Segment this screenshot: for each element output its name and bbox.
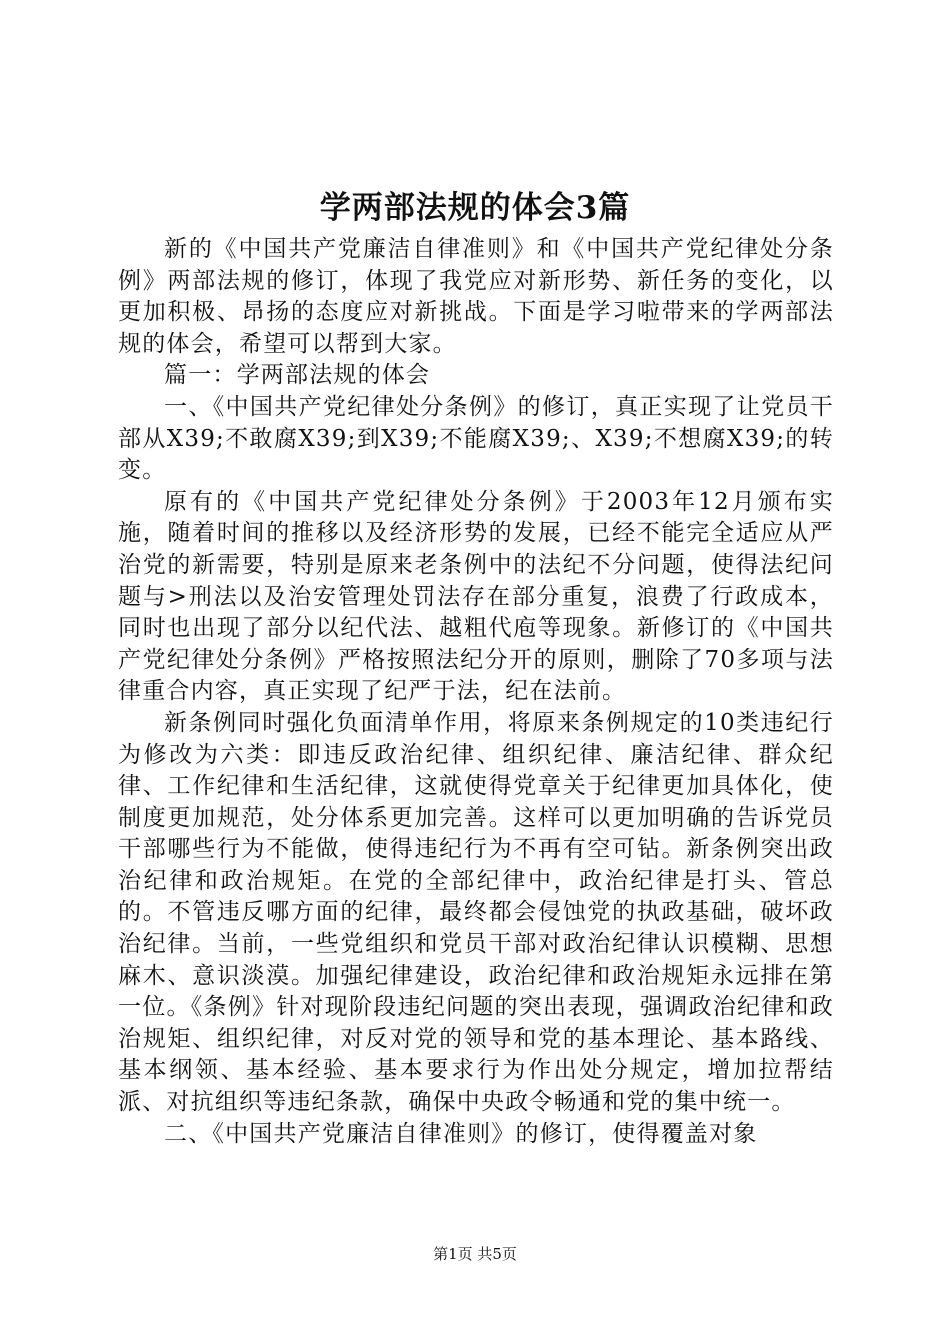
document-body (118, 234, 834, 1150)
paragraph-new-regulation: 新条例同时强化负面清单作用，将原来条例规定的10类违纪行为修改为六类：即违反政治纪律、组织纪律、廉洁纪律、群众纪律、工作纪律和生活纪律，这就使得党章关于纪律更加具体化，使制度更加规范，处分体系更加完善。这样可以更加明确的告诉党员干部哪些行为不能做，使得违纪行为不再有空可钻。新条例突出政治纪律和政治规矩。在党的全部纪律中，政治纪律是打头、管总的。不管违反哪方面的纪律，最终都会侵蚀党的执政基础，破坏政治纪律。当前，一些党组织和党员干部对政治纪律认识模糊、思想麻木、意识淡漠。加强纪律建设，政治纪律和政治规矩永远排在第一位。《条例》针对现阶段违纪问题的突出表现，强调政治纪律和政治规矩、组织纪律，对反对党的领导和党的基本理论、基本路线、基本纲领、基本经验、基本要求行为作出处分规定，增加拉帮结派、对抗组织等违纪条款，确保中央政令畅通和党的集中统一。 (118, 709, 834, 1116)
paragraph-point-two: 二、《中国共产党廉洁自律准则》的修订，使得覆盖对象 (164, 1120, 758, 1147)
paragraph-point-one: 一、《中国共产党纪律处分条例》的修订，真正实现了让党员干部从X39;不敢腐X39;到X39;不能腐X39;、X39;不想腐X39;的转变。 (118, 393, 834, 484)
page-footer: 第1页 共5页 (433, 1245, 517, 1263)
paragraph-section-heading: 篇一：学两部法规的体会 (164, 362, 431, 389)
paragraph-original-regulation: 原有的《中国共产党纪律处分条例》于2003年12月颁布实施，随着时间的推移以及经济形势的发展，已经不能完全适应从严治党的新需要，特别是原来老条例中的法纪不分问题，使得法纪问题与>刑法以及治安管理处罚法存在部分重复，浪费了行政成本，同时也出现了部分以纪代法、越粗代庖等现象。新修订的《中国共产党纪律处分条例》严格按照法纪分开的原则，删除了70多项与法律重合内容，真正实现了纪严于法，纪在法前。 (118, 488, 834, 705)
paragraph-intro: 新的《中国共产党廉洁自律准则》和《中国共产党纪律处分条例》两部法规的修订，体现了我党应对新形势、新任务的变化，以更加积极、昂扬的态度应对新挑战。下面是学习啦带来的学两部法规的体会，希望可以帮到大家。 (118, 236, 834, 357)
document-title: 学两部法规的体会3篇 (319, 190, 631, 226)
